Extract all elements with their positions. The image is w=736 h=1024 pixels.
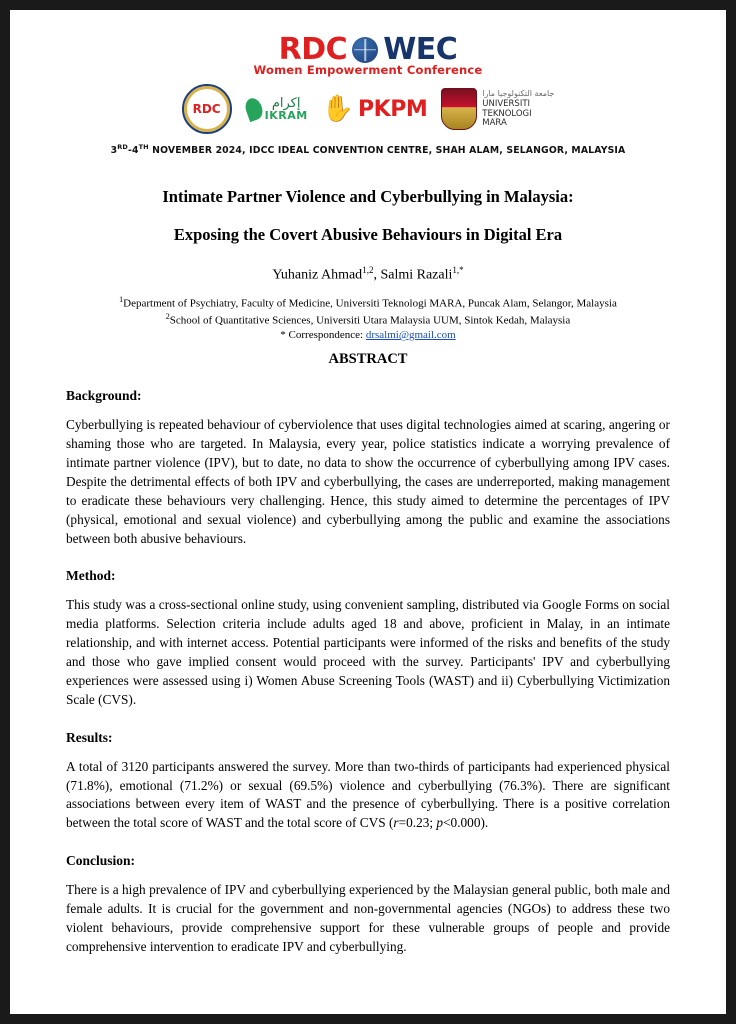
wec-wordmark: WEC bbox=[383, 32, 458, 67]
venue-sup1: RD bbox=[117, 143, 128, 151]
section-heading-method: Method: bbox=[66, 568, 116, 584]
conference-subtitle: Women Empowerment Conference bbox=[253, 63, 483, 77]
correspondence-email-link[interactable]: drsalmi@gmail.com bbox=[365, 329, 456, 342]
results-stat-p-value: <0.000). bbox=[443, 815, 489, 831]
results-stat-r-symbol: r bbox=[393, 815, 399, 831]
uitm-logo bbox=[441, 88, 554, 130]
results-stat-p-symbol: p bbox=[436, 815, 444, 831]
affiliation-1-marker: 1 bbox=[119, 295, 124, 305]
venue-sup2: TH bbox=[138, 143, 149, 151]
ikram-arabic: إكرام bbox=[271, 96, 301, 111]
abstract-heading: ABSTRACT bbox=[328, 351, 408, 368]
globe-icon bbox=[352, 37, 378, 63]
author-1-name: Yuhaniz Ahmad bbox=[272, 267, 363, 283]
raised-hand-icon: ✋ bbox=[321, 94, 355, 123]
affiliation-2-marker: 2 bbox=[165, 311, 170, 321]
ikram-logo bbox=[246, 97, 308, 121]
rdc-wec-logo bbox=[279, 32, 458, 67]
conference-header bbox=[66, 22, 670, 156]
affiliations-block bbox=[66, 295, 670, 328]
uitm-arabic: جامعة التكنولوجيا مارا bbox=[482, 88, 555, 98]
venue-mid: -4 bbox=[127, 145, 139, 157]
author-list bbox=[66, 265, 670, 284]
section-text-background: Cyberbullying is repeated behaviour of cyberviolence that uses digital technologies aimed at scaring, angering or shaming those who are targeted. In Malaysia, every year, police statistics indicate a worrying prevalence of intimate partner violence (IPV), but to date, no data to show the occurrence of cyberbullying among IPV cases. Despite the detrimental effects of both IPV and cyberbullying, the cases are underreported, making management to eradicate these behaviours very challenging. Hence, this study aimed to determine the percentages of IPV (physical, emotional and sexual violence) and cyberbullying among the public and examine the associations between both abusive behaviours. bbox=[66, 417, 670, 546]
results-text-part1: A total of 3120 participants answered the survey. More than two-thirds of participants had experienced physical (71.8%), emotional (71.2%) or sexual (69.5%) violence and cyberbullying (76.3%). There are significant associations between every item of WAST and the presence of cyberbullying. There is a positive correlation between the total score of WAST and the total score of CVS ( bbox=[66, 758, 670, 831]
uitm-line1: UNIVERSITI bbox=[482, 98, 531, 109]
uitm-line3: MARA bbox=[482, 118, 507, 129]
paper-title-line2: Exposing the Covert Abusive Behaviours in Digital Era bbox=[173, 225, 563, 245]
author-separator: , bbox=[373, 267, 381, 283]
paper-title-line1: Intimate Partner Violence and Cyberbullying in Malaysia: bbox=[162, 187, 574, 207]
rdc-seal-label: RDC bbox=[182, 84, 232, 134]
rdc-seal-logo bbox=[182, 84, 232, 134]
venue-date-line bbox=[66, 143, 670, 156]
affiliation-2-text: School of Quantitative Sciences, Universiti Utara Malaysia UUM, Sintok Kedah, Malaysia bbox=[169, 314, 571, 327]
leaf-icon bbox=[242, 96, 265, 122]
ikram-latin: IKRAM bbox=[264, 109, 308, 122]
section-heading-background: Background: bbox=[66, 388, 142, 404]
section-text-results bbox=[66, 758, 670, 834]
venue-prefix: 3 bbox=[110, 145, 118, 157]
section-heading-results: Results: bbox=[66, 729, 113, 745]
section-text-conclusion: There is a high prevalence of IPV and cyberbullying experienced by the Malaysian general public, both male and female adults. It is crucial for the government and non-governmental agencies (NGOs) to address these two violent behaviours, provide comprehensive support for these vulnerable groups of people and provide comprehensive intervention to eradicate IPV and cyberbullying. bbox=[66, 882, 670, 954]
author-2-affiliation-marker: 1,* bbox=[452, 264, 464, 275]
uitm-crest-icon bbox=[441, 88, 477, 130]
author-1-affiliation-marker: 1,2 bbox=[362, 264, 374, 275]
rdc-wordmark: RDC bbox=[278, 32, 348, 67]
correspondence-label: * Correspondence: bbox=[280, 329, 366, 342]
venue-suffix: NOVEMBER 2024, IDCC IDEAL CONVENTION CENTRE, SHAH ALAM, SELANGOR, MALAYSIA bbox=[148, 145, 626, 157]
pkpm-wordmark: PKPM bbox=[358, 96, 428, 122]
uitm-line2: TEKNOLOGI bbox=[482, 108, 532, 119]
author-2-name: Salmi Razali bbox=[380, 267, 453, 283]
correspondence-line bbox=[66, 329, 670, 341]
section-text-method: This study was a cross-sectional online study, using convenient sampling, distributed via Google Forms on social media platforms. Selection criteria include adults aged 18 and above, proficient in Malay, in an intimate relationship, and with internet access. Potential participants were informed of the risks and benefits of the study and those who gave implied consent would proceed with the survey. Participants' IPV and cyberbullying experiences were assessed using i) Women Abuse Screening Tools (WAST) and ii) Cyberbullying Victimization Scale (CVS). bbox=[66, 597, 670, 707]
affiliation-1-text: Department of Psychiatry, Faculty of Medicine, Universiti Teknologi MARA, Puncak Alam, Selangor, Malaysia bbox=[123, 297, 617, 310]
pkpm-logo bbox=[322, 96, 428, 122]
results-stat-r-value: =0.23; bbox=[398, 815, 437, 831]
sponsor-logo-row bbox=[66, 85, 670, 133]
section-heading-conclusion: Conclusion: bbox=[66, 853, 136, 869]
paper-page bbox=[10, 10, 726, 1014]
